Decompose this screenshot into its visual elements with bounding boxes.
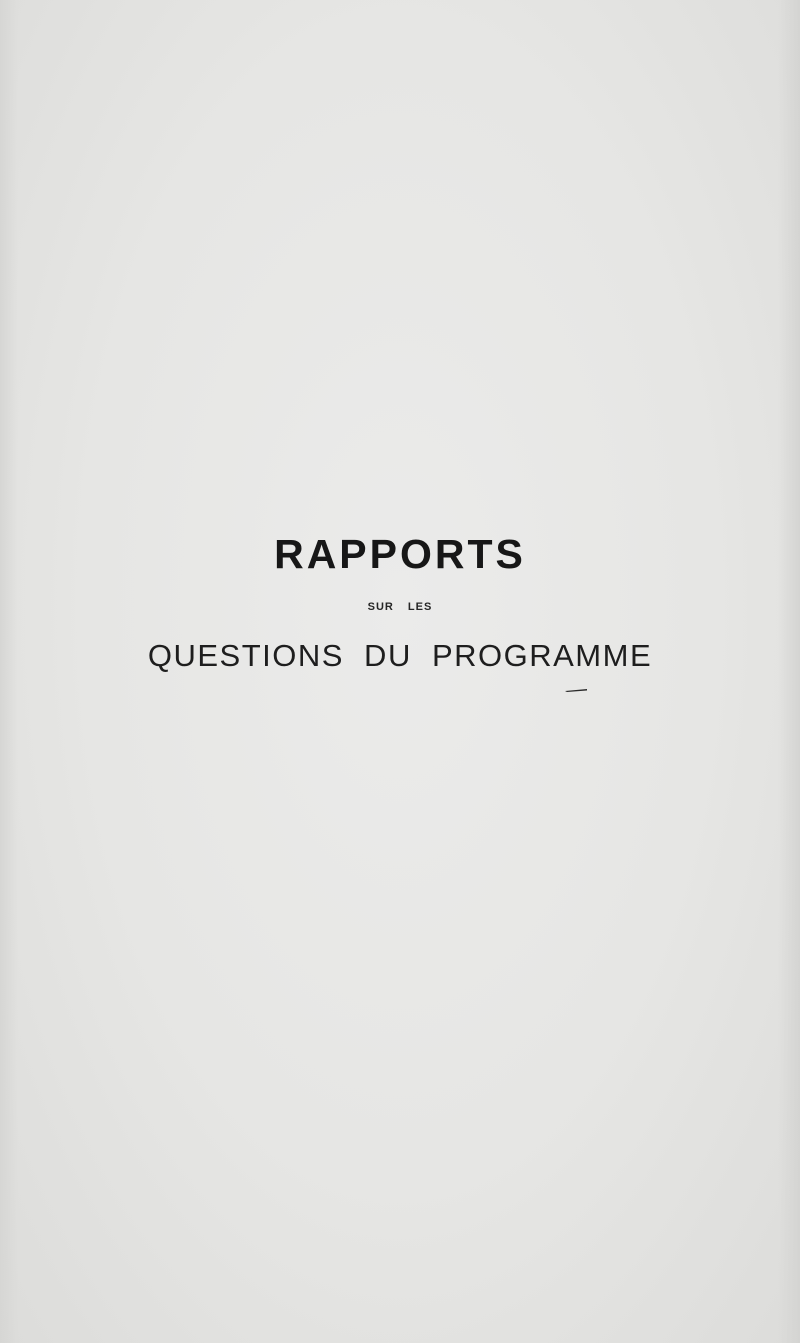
ink-mark-ornament [565,688,587,692]
page-subtitle: QUESTIONS DU PROGRAMME [147,638,653,673]
page-title: RAPPORTS [274,531,526,577]
title-connector: SUR LES [367,601,433,613]
